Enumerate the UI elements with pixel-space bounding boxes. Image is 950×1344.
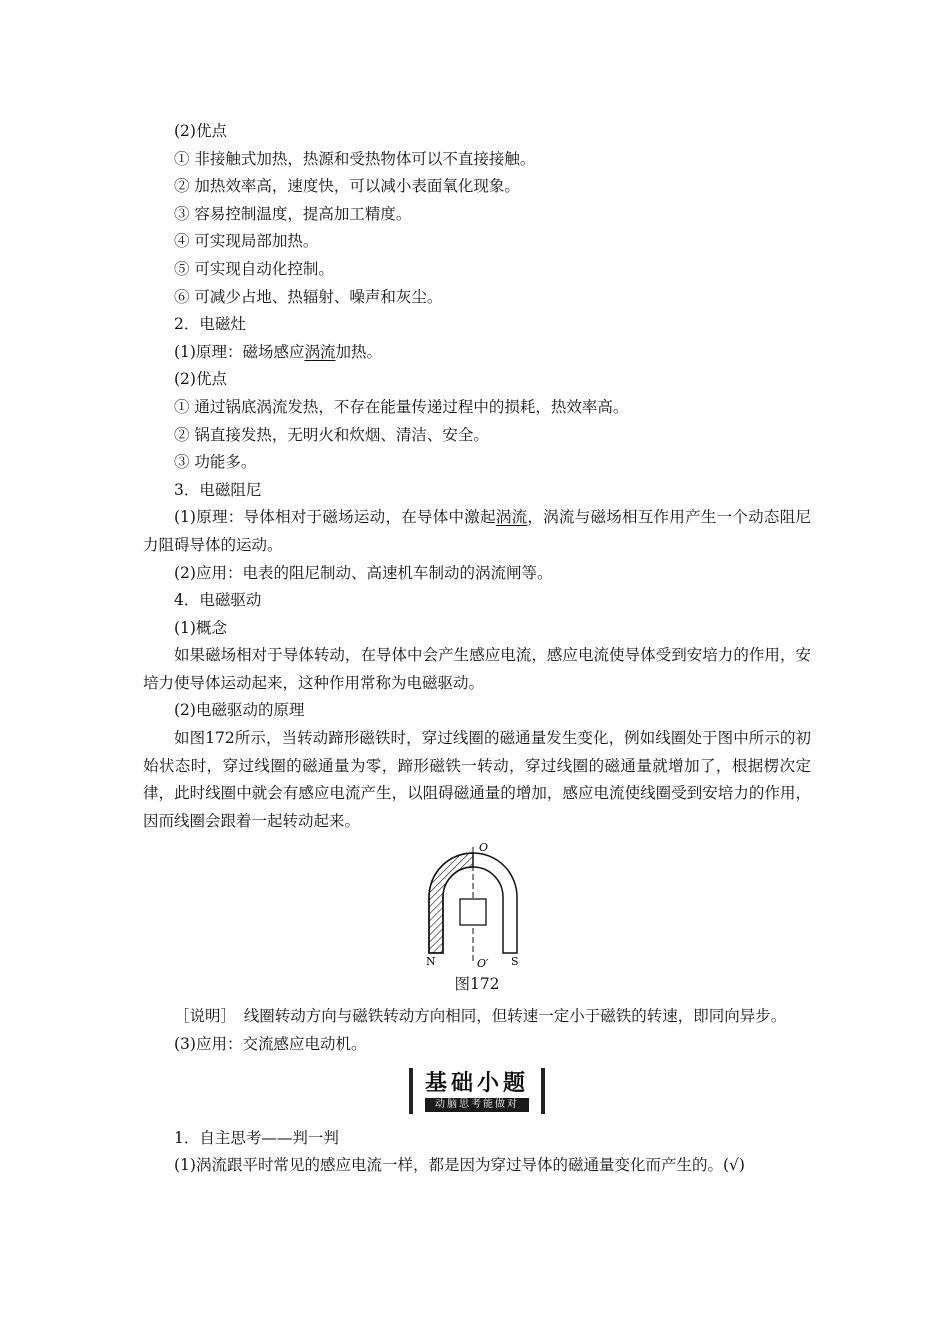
section-heading: 2．电磁灶 — [174, 315, 246, 334]
text-line — [143, 339, 811, 367]
text-line: ③ 容易控制温度，提高加工精度。 — [174, 204, 412, 223]
underlined-term: 涡流 — [495, 508, 528, 527]
paragraph — [143, 504, 811, 559]
figure-caption: 图172 — [454, 975, 500, 994]
text-line: ③ 功能多。 — [174, 453, 257, 472]
text-line: (2)优点 — [174, 122, 227, 140]
label-s: S — [511, 955, 519, 969]
label-o-bottom: O′ — [477, 957, 489, 970]
text-line: ⑤ 可实现自动化控制。 — [174, 259, 334, 278]
banner-subtitle: 动脑思考能做对 — [425, 1098, 529, 1112]
section-banner — [143, 1068, 811, 1117]
text-span: (1)原理：导体相对于磁场运动，在导体中激起 — [174, 508, 496, 527]
text-line: ④ 可实现局部加热。 — [174, 232, 319, 251]
banner-title: 基础小题 — [424, 1071, 529, 1097]
figure-172 — [143, 841, 811, 999]
text-span: ，涡流与磁场相互作用产生一个动态阻尼力阻碍导体的运动。 — [143, 508, 811, 554]
text-line: (2)应用：电表的阻尼制动、高速机车制动的涡流闸等。 — [174, 563, 553, 582]
text-line: ② 锅直接发热，无明火和炊烟、清洁、安全。 — [174, 425, 489, 444]
text-line: (2)电磁驱动的原理 — [174, 701, 305, 720]
banner-box — [409, 1068, 545, 1114]
label-n: N — [426, 955, 436, 969]
text-span: 加热。 — [335, 342, 382, 361]
label-o-top: O — [479, 841, 489, 855]
question-heading: 1．自主思考——判一判 — [174, 1128, 339, 1147]
section-heading: 4．电磁驱动 — [174, 591, 262, 610]
text-line: (2)优点 — [174, 370, 227, 389]
horseshoe-magnet-diagram — [417, 841, 537, 969]
text-line: ① 非接触式加热，热源和受热物体可以不直接接触。 — [174, 149, 536, 168]
text-line: (3)应用：交流感应电动机。 — [174, 1034, 367, 1053]
text-line: ① 通过锅底涡流发热，不存在能量传递过程中的损耗，热效率高。 — [174, 397, 629, 416]
paragraph: 如果磁场相对于导体转动，在导体中会产生感应电流，感应电流使导体受到安培力的作用，安培力使导体运动起来，这种作用常称为电磁驱动。 — [143, 646, 811, 692]
question-item: (1)涡流跟平时常见的感应电流一样，都是因为穿过导体的磁通量变化而产生的。(√) — [174, 1156, 745, 1175]
note-paragraph: ［说明］ 线圈转动方向与磁铁转动方向相同，但转速一定小于磁铁的转速，即同向异步。 — [174, 1007, 787, 1026]
section-heading: 3．电磁阻尼 — [174, 480, 262, 499]
paragraph: 如图172所示，当转动蹄形磁铁时，穿过线圈的磁通量发生变化，例如线圈处于图中所示的初始状态时，穿过线圈的磁通量为零，蹄形磁铁一转动，穿过线圈的磁通量就增加了，根据楞次定律，此时线圈中就会有感应电流产生，以阻碍磁通量的增加，感应电流使线圈受到安培力的作用，因而线圈会跟着一起转动起来。 — [143, 729, 811, 830]
coil — [460, 899, 486, 925]
text-line: ② 加热效率高，速度快，可以减小表面氧化现象。 — [174, 177, 520, 196]
underlined-term: 涡流 — [304, 342, 336, 361]
text-span: (1)原理：磁场感应 — [174, 342, 305, 361]
text-line: (1)概念 — [174, 618, 227, 637]
text-line: ⑥ 可减少占地、热辐射、噪声和灰尘。 — [174, 287, 443, 306]
document-body — [143, 118, 811, 1180]
